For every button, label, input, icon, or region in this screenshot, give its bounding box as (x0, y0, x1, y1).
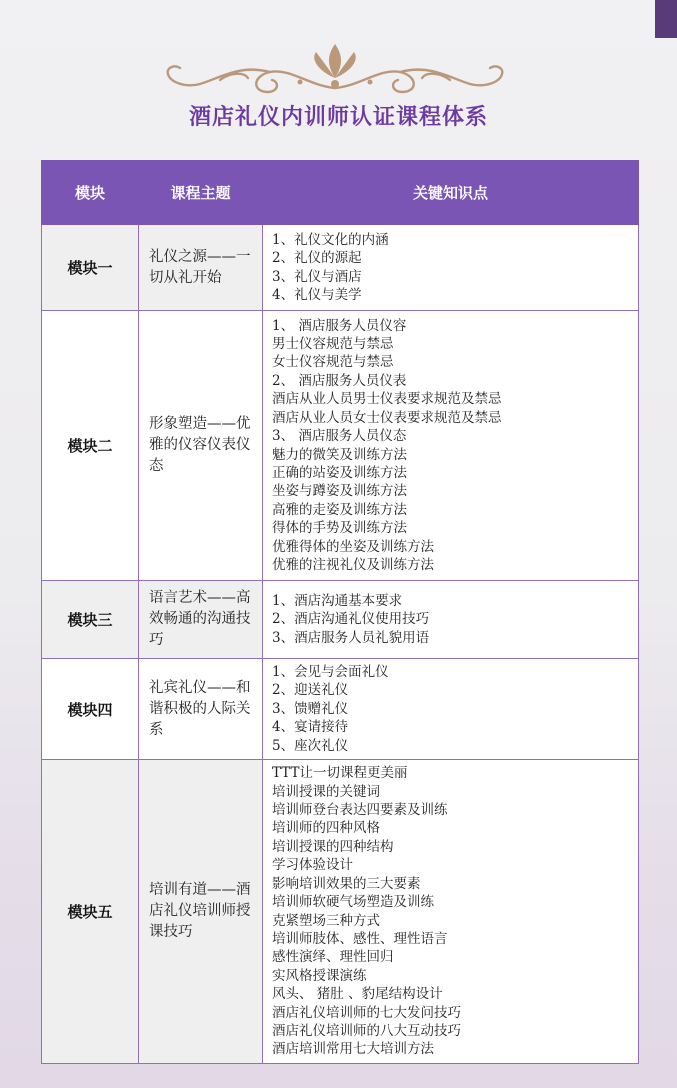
point-item: 1、酒店沟通基本要求 (272, 592, 403, 609)
point-item: 女士仪容规范与禁忌 (272, 354, 394, 371)
points-cell (263, 659, 639, 760)
points-cell (263, 225, 639, 311)
point-item: 优雅得体的坐姿及训练方法 (272, 538, 434, 555)
point-item: 实风格授课演练 (272, 967, 367, 984)
table-header-row (42, 161, 639, 225)
point-item: 3、酒店服务人员礼貌用语 (272, 629, 430, 646)
point-item: 酒店礼仪培训师的八大互动技巧 (272, 1022, 461, 1039)
point-item: 得体的手势及训练方法 (272, 520, 407, 537)
point-item: 1、会见与会面礼仪 (272, 663, 389, 680)
point-item: 5、座次礼仪 (272, 737, 349, 754)
table-row (42, 311, 639, 581)
points-cell (263, 311, 639, 581)
point-item: 3、 酒店服务人员仪态 (272, 428, 407, 445)
topic-cell: 培训有道——酒店礼仪培训师授课技巧 (139, 760, 263, 1064)
point-item: 优雅的注视礼仪及训练方法 (272, 556, 434, 573)
point-item: 高雅的走姿及训练方法 (272, 501, 407, 518)
point-item: 培训师肢体、感性、理性语言 (272, 930, 448, 947)
flourish-ornament-icon (160, 38, 510, 100)
point-item: 坐姿与蹲姿及训练方法 (272, 483, 407, 500)
header-topic: 课程主题 (139, 161, 263, 225)
point-item: 酒店从业人员男士仪表要求规范及禁忌 (272, 391, 502, 408)
point-item: 培训授课的关键词 (272, 783, 380, 800)
topic-cell: 形象塑造——优雅的仪容仪表仪态 (139, 311, 263, 581)
table-row (42, 225, 639, 311)
point-item: 酒店培训常用七大培训方法 (272, 1041, 434, 1058)
course-table (41, 160, 639, 1064)
topic-cell: 语言艺术——高效畅通的沟通技巧 (139, 581, 263, 659)
point-item: 培训师登台表达四要素及训练 (272, 802, 448, 819)
points-cell (263, 760, 639, 1064)
module-cell: 模块二 (42, 311, 139, 581)
module-cell: 模块五 (42, 760, 139, 1064)
point-item: 3、馈赠礼仪 (272, 700, 349, 717)
point-item: 学习体验设计 (272, 857, 353, 874)
point-item: 男士仪容规范与禁忌 (272, 336, 394, 353)
point-item: 2、礼仪的源起 (272, 250, 362, 267)
point-item: 酒店从业人员女士仪表要求规范及禁忌 (272, 409, 502, 426)
table-row (42, 659, 639, 760)
topic-cell: 礼宾礼仪——和谐积极的人际关系 (139, 659, 263, 760)
point-item: 3、礼仪与酒店 (272, 268, 362, 285)
point-item: 培训师软硬气场塑造及训练 (272, 894, 434, 911)
point-item: 培训授课的四种结构 (272, 838, 394, 855)
module-cell: 模块三 (42, 581, 139, 659)
point-item: TTT让一切课程更美丽 (272, 765, 408, 782)
point-item: 魅力的微笑及训练方法 (272, 446, 407, 463)
table-row (42, 581, 639, 659)
point-item: 培训师的四种风格 (272, 820, 380, 837)
header-points: 关键知识点 (263, 161, 639, 225)
point-item: 4、宴请接待 (272, 719, 349, 736)
point-item: 1、礼仪文化的内涵 (272, 231, 389, 248)
point-item: 1、 酒店服务人员仪容 (272, 317, 407, 334)
point-item: 2、迎送礼仪 (272, 682, 349, 699)
point-item: 正确的站姿及训练方法 (272, 464, 407, 481)
point-item: 酒店礼仪培训师的七大发问技巧 (272, 1004, 461, 1021)
corner-decoration (655, 0, 677, 38)
header-module: 模块 (42, 161, 139, 225)
module-cell: 模块四 (42, 659, 139, 760)
page-title: 酒店礼仪内训师认证课程体系 (188, 105, 488, 130)
point-item: 克紧塑场三种方式 (272, 912, 380, 929)
topic-cell: 礼仪之源——一切从礼开始 (139, 225, 263, 311)
point-item: 影响培训效果的三大要素 (272, 875, 421, 892)
point-item: 2、 酒店服务人员仪表 (272, 372, 407, 389)
points-cell (263, 581, 639, 659)
point-item: 感性演绎、理性回归 (272, 949, 394, 966)
point-item: 4、礼仪与美学 (272, 286, 362, 303)
point-item: 风头、 猪肚 、豹尾结构设计 (272, 986, 443, 1003)
table-row (42, 760, 639, 1064)
module-cell: 模块一 (42, 225, 139, 311)
point-item: 2、酒店沟通礼仪使用技巧 (272, 611, 430, 628)
